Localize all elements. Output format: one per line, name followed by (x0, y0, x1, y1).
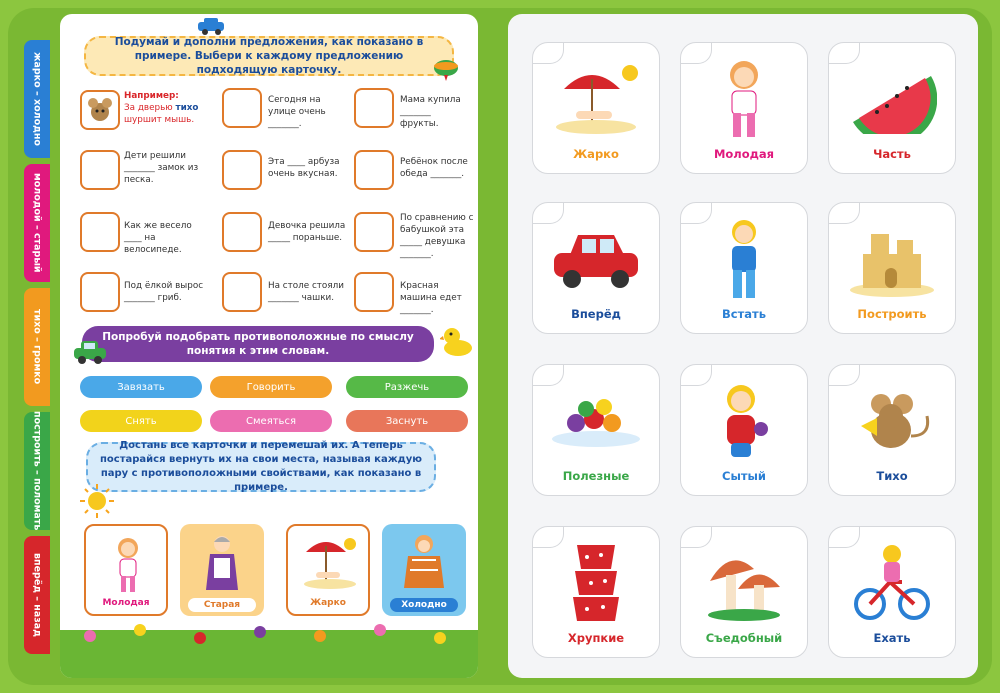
side-tab-hot-cold[interactable] (24, 40, 50, 158)
pill-label: Заснуть (385, 415, 429, 427)
pill-label: Разжечь (384, 381, 430, 393)
example-card-old[interactable] (180, 524, 264, 616)
card-label: Полезные (562, 469, 630, 483)
answer-box[interactable] (80, 212, 120, 252)
boy-eating-icon (709, 379, 779, 463)
card-label: Встать (722, 307, 766, 321)
picture-card-edible[interactable] (680, 526, 808, 658)
sandcastle-icon (847, 220, 937, 298)
mouse-icon (82, 92, 118, 128)
sunbather-icon (548, 59, 644, 139)
card-label: Молодая (713, 147, 775, 161)
side-tab-forward-back[interactable] (24, 536, 50, 654)
left-page (60, 14, 478, 678)
watermelon-icon (847, 64, 937, 134)
spinning-top-icon (432, 56, 460, 82)
picture-card-fragile[interactable] (532, 526, 660, 658)
sun-icon (78, 482, 116, 520)
example-card-label (390, 598, 458, 612)
answer-box[interactable] (80, 150, 120, 190)
sentence-text: Ребёнок после обеда _______. (400, 157, 468, 179)
sentence-text: Девочка решила _____ пораньше. (268, 221, 346, 243)
example-heading: Например: (124, 91, 179, 101)
instruction-3-text: Достань все карточки и перемешай их. А теперь постарайся вернуть их на свои места, называя каждую пару с противоположными свойствами, как показано в примере. (100, 440, 422, 493)
opposite-word-pill[interactable] (210, 376, 332, 398)
example-card-hot[interactable] (286, 524, 370, 616)
picture-card-quiet[interactable] (828, 364, 956, 496)
side-tab-label: молодой – старый (31, 173, 43, 273)
example-line-1: За дверью (124, 103, 173, 113)
example-line-2: шуршит мышь. (124, 115, 195, 125)
instruction-banner-2 (82, 326, 434, 362)
bicycle-icon (852, 542, 932, 624)
side-tab-label: построить – поломать (31, 411, 43, 531)
grandmother-icon (200, 532, 244, 594)
pill-label: Завязать (117, 381, 165, 393)
mouse-icon (847, 386, 937, 456)
answer-box[interactable] (354, 88, 394, 128)
duck-icon (440, 322, 474, 358)
answer-box[interactable] (80, 272, 120, 312)
answer-box[interactable] (354, 150, 394, 190)
label-text: Холодно (401, 600, 447, 610)
picture-card-young[interactable] (680, 42, 808, 174)
example-card-label (94, 596, 158, 610)
example-card-label (188, 598, 256, 612)
side-tab-build-break[interactable] (24, 412, 50, 530)
pill-label: Снять (125, 415, 157, 427)
right-page (508, 14, 978, 678)
car-icon (196, 16, 226, 36)
instruction-1-text: Подумай и дополни предложения, как показано в примере. Выбери к каждому предложению подходящую карточку. (114, 36, 424, 76)
card-label: Хрупкие (567, 631, 625, 645)
label-text: Жарко (310, 598, 346, 608)
card-label: Сытый (722, 469, 766, 483)
sentence-text: Эта ____ арбуза очень вкусная. (268, 157, 340, 179)
picture-card-part[interactable] (828, 42, 956, 174)
picture-card-healthy[interactable] (532, 364, 660, 496)
example-answer-box (80, 90, 120, 130)
example-highlight: тихо (175, 103, 199, 113)
pill-label: Смеяться (246, 415, 296, 427)
picture-card-forward[interactable] (532, 202, 660, 334)
mushroom-icon (704, 543, 784, 623)
answer-box[interactable] (354, 212, 394, 252)
opposite-word-pill[interactable] (210, 410, 332, 432)
label-text: Молодая (102, 598, 150, 608)
answer-box[interactable] (222, 88, 262, 128)
girl-in-blanket-icon (400, 530, 448, 592)
sentence-text: Под ёлкой вырос _______ гриб. (124, 281, 204, 303)
opposite-word-pill[interactable] (80, 410, 202, 432)
fruit-plate-icon (548, 389, 644, 453)
card-label: Жарко (573, 147, 619, 161)
sentence-text: Сегодня на улице очень _______. (268, 95, 326, 129)
toy-car-icon (72, 338, 108, 366)
card-label: Съедобный (705, 631, 783, 645)
answer-box[interactable] (222, 212, 262, 252)
answer-box[interactable] (222, 272, 262, 312)
card-label: Построить (857, 307, 927, 321)
sunbather-icon (298, 532, 362, 594)
card-label: Вперёд (571, 307, 621, 321)
card-label: Тихо (876, 469, 908, 483)
sentence-text: Дети решили _______ замок из песка. (124, 151, 199, 185)
side-tab-quiet-loud[interactable] (24, 288, 50, 406)
picture-card-full[interactable] (680, 364, 808, 496)
car-icon (548, 227, 644, 291)
example-card-label (296, 596, 360, 610)
instruction-2-text: Попробуй подобрать противоположные по смыслу понятия к этим словам. (102, 331, 414, 357)
sentence-text: Красная машина едет _______. (400, 281, 462, 315)
picture-card-hot[interactable] (532, 42, 660, 174)
side-tab-label: вперёд – назад (31, 553, 43, 637)
picture-card-build[interactable] (828, 202, 956, 334)
card-label: Ехать (873, 631, 911, 645)
opposite-word-pill[interactable] (80, 376, 202, 398)
picture-card-ride[interactable] (828, 526, 956, 658)
sentence-text: Мама купила _______ фрукты. (400, 95, 461, 129)
side-tab-young-old[interactable] (24, 164, 50, 282)
example-card-young[interactable] (84, 524, 168, 616)
flowers-icon (70, 618, 470, 658)
cups-icon (561, 541, 631, 625)
card-label: Часть (873, 147, 911, 161)
side-tab-label: жарко – холодно (31, 52, 43, 146)
sentence-text: На столе стояли _______ чашки. (268, 281, 344, 303)
girl-icon (108, 534, 148, 596)
label-text: Старая (203, 600, 241, 610)
opposite-word-pill[interactable] (346, 410, 468, 432)
picture-card-stand[interactable] (680, 202, 808, 334)
instruction-banner-3 (86, 442, 436, 492)
sentence-text: Как же весело ____ на велосипеде. (124, 221, 192, 255)
boy-icon (714, 216, 774, 302)
instruction-banner-1 (84, 36, 454, 76)
answer-box[interactable] (222, 150, 262, 190)
example-card-cold[interactable] (382, 524, 466, 616)
opposite-word-pill[interactable] (346, 376, 468, 398)
pill-label: Говорить (246, 381, 296, 393)
example-sentence (124, 90, 204, 126)
girl-icon (714, 57, 774, 141)
side-tab-label: тихо – громко (31, 309, 43, 385)
sentence-text: По сравнению с бабушкой эта _____ девушка _______. (400, 213, 474, 259)
answer-box[interactable] (354, 272, 394, 312)
